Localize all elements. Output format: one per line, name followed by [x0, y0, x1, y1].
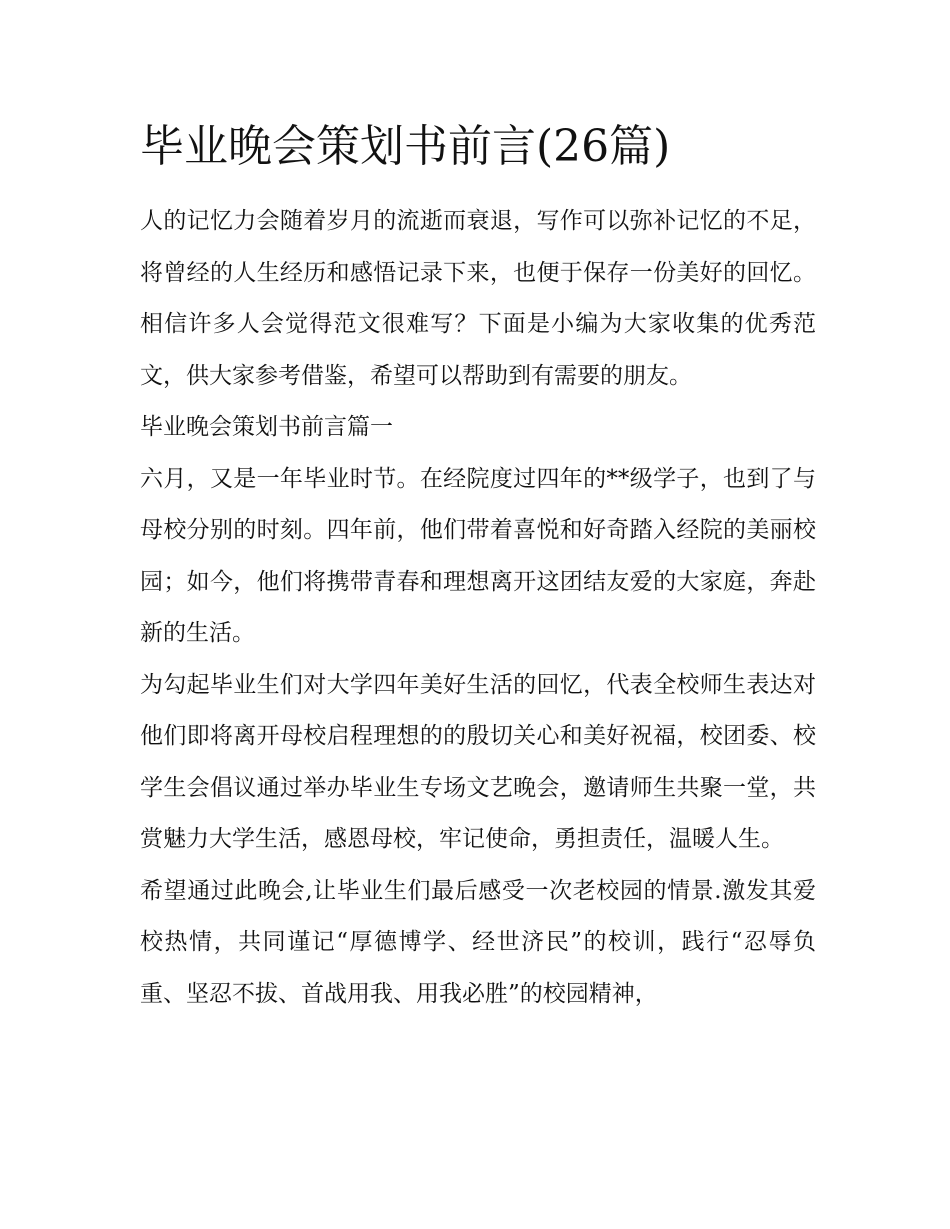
document-title: 毕业晚会策划书前言(26篇) [140, 121, 671, 172]
body-paragraph-2: 为勾起毕业生们对大学四年美好生活的回忆，代表全校师生表达对他们即将离开母校启程理想的的殷切关心和美好祝福，校团委、校学生会倡议通过举办毕业生专场文艺晚会，邀请师生共聚一堂，共赏魅力大学生活，感恩母校，牢记使命，勇担责任，温暖人生。 [140, 671, 816, 852]
document-body [140, 112, 816, 1020]
intro-paragraph: 人的记忆力会随着岁月的流逝而衰退，写作可以弥补记忆的不足，将曾经的人生经历和感悟记录下来，也便于保存一份美好的回忆。相信许多人会觉得范文很难写？下面是小编为大家收集的优秀范文，供大家参考借鉴，希望可以帮助到有需要的朋友。 [140, 208, 816, 389]
body-paragraph-3: 希望通过此晚会,让毕业生们最后感受一次老校园的情景.激发其爱校热情，共同谨记“厚德博学、经世济民”的校训，践行“忍辱负重、坚忍不拔、首战用我、用我必胜”的校园精神， [140, 877, 816, 1007]
body-paragraph-1: 六月，又是一年毕业时节。在经院度过四年的**级学子，也到了与母校分别的时刻。四年前，他们带着喜悦和好奇踏入经院的美丽校园；如今，他们将携带青春和理想离开这团结友爱的大家庭，奔赴新的生活。 [140, 465, 816, 646]
section-heading: 毕业晚会策划书前言篇一 [140, 414, 393, 440]
